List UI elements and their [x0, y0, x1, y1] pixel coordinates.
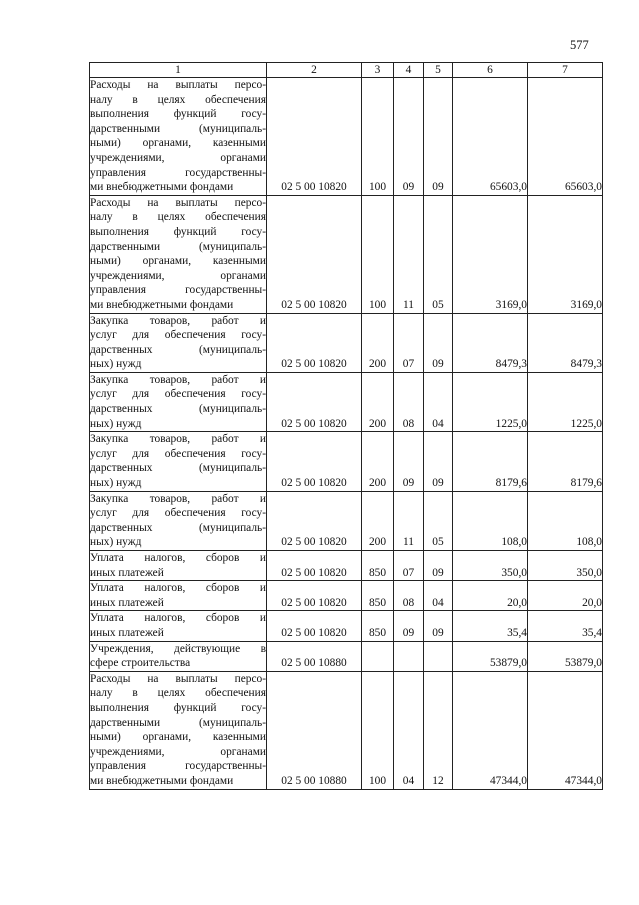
row-sum2-cell: 350,0 [528, 551, 603, 581]
row-sum1-cell: 350,0 [453, 551, 528, 581]
row-name-line: учреждениями, органами [90, 745, 266, 758]
row-rz-cell: 08 [394, 581, 424, 611]
row-code-cell: 02 5 00 10820 [267, 432, 362, 491]
row-code-cell: 02 5 00 10820 [267, 551, 362, 581]
row-rz-cell: 11 [394, 491, 424, 550]
row-rz-cell: 09 [394, 78, 424, 196]
budget-table [89, 62, 603, 790]
page-number: 577 [570, 38, 589, 52]
row-name-line: услуг для обеспечения госу- [90, 507, 266, 520]
row-name-line: ными) органами, казенными [90, 731, 266, 744]
table-row [90, 78, 603, 196]
row-code-cell: 02 5 00 10820 [267, 611, 362, 641]
row-pr-cell: 09 [424, 611, 453, 641]
row-vr-cell: 200 [362, 491, 394, 550]
row-name-line: выполнения функций госу- [90, 701, 266, 714]
row-pr-cell [424, 641, 453, 671]
row-name-line: Закупка товаров, работ и [90, 314, 266, 327]
row-pr-cell: 12 [424, 671, 453, 789]
row-name-cell [90, 671, 267, 789]
row-rz-cell: 07 [394, 313, 424, 372]
row-name-line: ными) органами, казенными [90, 137, 266, 150]
row-name-line: услуг для обеспечения госу- [90, 447, 266, 460]
row-name-cell [90, 313, 267, 372]
row-name-cell [90, 551, 267, 581]
table-row [90, 671, 603, 789]
row-rz-cell [394, 641, 424, 671]
row-code-cell: 02 5 00 10880 [267, 671, 362, 789]
row-vr-cell: 200 [362, 372, 394, 431]
row-rz-cell: 09 [394, 611, 424, 641]
row-name-line: ми внебюджетными фондами [90, 181, 234, 194]
row-sum2-cell: 47344,0 [528, 671, 603, 789]
row-name-line: налу в целях обеспечения [90, 211, 266, 224]
table-row [90, 641, 603, 671]
row-name-line: учреждениями, органами [90, 269, 266, 282]
row-sum1-cell: 108,0 [453, 491, 528, 550]
row-name-line: Уплата налогов, сборов и [90, 582, 266, 595]
row-name-line: Расходы на выплаты персо- [90, 196, 266, 209]
table-row [90, 313, 603, 372]
row-vr-cell: 200 [362, 432, 394, 491]
row-pr-cell: 04 [424, 581, 453, 611]
row-name-line: Закупка товаров, работ и [90, 433, 266, 446]
row-sum2-cell: 20,0 [528, 581, 603, 611]
row-name-cell [90, 581, 267, 611]
header-col-name: 1 [90, 63, 267, 78]
row-code-cell: 02 5 00 10820 [267, 313, 362, 372]
row-sum1-cell: 53879,0 [453, 641, 528, 671]
row-sum1-cell: 35,4 [453, 611, 528, 641]
table-row [90, 611, 603, 641]
row-pr-cell: 05 [424, 195, 453, 313]
row-sum1-cell: 8479,3 [453, 313, 528, 372]
row-sum1-cell: 3169,0 [453, 195, 528, 313]
header-col-code: 2 [267, 63, 362, 78]
row-name-line: управления государственны- [90, 284, 266, 297]
row-sum1-cell: 65603,0 [453, 78, 528, 196]
row-pr-cell: 04 [424, 372, 453, 431]
header-col-sum2: 7 [528, 63, 603, 78]
row-name-line: Учреждения, действующие в [90, 642, 266, 655]
row-sum2-cell: 3169,0 [528, 195, 603, 313]
row-name-line: ми внебюджетными фондами [90, 298, 234, 311]
row-code-cell: 02 5 00 10820 [267, 195, 362, 313]
row-name-line: ными) органами, казенными [90, 255, 266, 268]
row-rz-cell: 07 [394, 551, 424, 581]
row-name-line: иных платежей [90, 566, 164, 579]
row-name-line: иных платежей [90, 596, 164, 609]
row-code-cell: 02 5 00 10820 [267, 491, 362, 550]
row-sum2-cell: 53879,0 [528, 641, 603, 671]
row-code-cell: 02 5 00 10820 [267, 78, 362, 196]
row-name-line: Уплата налогов, сборов и [90, 552, 266, 564]
row-name-line: дарственных (муниципаль- [90, 403, 266, 416]
row-name-line: иных платежей [90, 626, 164, 639]
header-col-pr: 5 [424, 63, 453, 78]
row-pr-cell: 09 [424, 78, 453, 196]
row-vr-cell: 850 [362, 581, 394, 611]
row-name-line: сфере строительства [90, 657, 191, 670]
row-sum2-cell: 1225,0 [528, 372, 603, 431]
table-row [90, 432, 603, 491]
row-code-cell: 02 5 00 10880 [267, 641, 362, 671]
row-name-line: Уплата налогов, сборов и [90, 612, 266, 625]
row-name-cell [90, 78, 267, 196]
row-name-cell [90, 432, 267, 491]
row-rz-cell: 04 [394, 671, 424, 789]
row-rz-cell: 11 [394, 195, 424, 313]
row-vr-cell: 850 [362, 551, 394, 581]
row-pr-cell: 09 [424, 313, 453, 372]
row-vr-cell: 100 [362, 195, 394, 313]
row-vr-cell: 100 [362, 671, 394, 789]
header-row [90, 63, 603, 78]
header-col-rz: 4 [394, 63, 424, 78]
row-name-line: управления государственны- [90, 760, 266, 773]
row-code-cell: 02 5 00 10820 [267, 581, 362, 611]
table-row [90, 551, 603, 581]
row-name-line: дарственными (муниципаль- [90, 240, 266, 253]
row-sum2-cell: 8179,6 [528, 432, 603, 491]
row-name-line: дарственных (муниципаль- [90, 521, 266, 534]
header-col-vr: 3 [362, 63, 394, 78]
table-row [90, 581, 603, 611]
row-name-line: дарственными (муниципаль- [90, 122, 266, 135]
row-name-line: дарственными (муниципаль- [90, 716, 266, 729]
row-vr-cell: 850 [362, 611, 394, 641]
row-name-cell [90, 491, 267, 550]
row-sum1-cell: 47344,0 [453, 671, 528, 789]
row-sum2-cell: 108,0 [528, 491, 603, 550]
row-vr-cell [362, 641, 394, 671]
row-name-line: учреждениями, органами [90, 151, 266, 164]
table-row [90, 491, 603, 550]
row-code-cell: 02 5 00 10820 [267, 372, 362, 431]
row-vr-cell: 100 [362, 78, 394, 196]
row-name-line: услуг для обеспечения госу- [90, 329, 266, 342]
row-name-cell [90, 195, 267, 313]
row-name-line: выполнения функций госу- [90, 108, 266, 121]
row-sum1-cell: 8179,6 [453, 432, 528, 491]
row-name-line: ных) нужд [90, 536, 142, 549]
row-sum2-cell: 8479,3 [528, 313, 603, 372]
row-name-line: дарственных (муниципаль- [90, 343, 266, 356]
row-name-line: Закупка товаров, работ и [90, 373, 266, 386]
row-name-line: дарственных (муниципаль- [90, 462, 266, 475]
row-name-line: Расходы на выплаты персо- [90, 672, 266, 685]
row-pr-cell: 05 [424, 491, 453, 550]
row-name-cell [90, 372, 267, 431]
row-sum2-cell: 65603,0 [528, 78, 603, 196]
row-rz-cell: 09 [394, 432, 424, 491]
row-name-line: ных) нужд [90, 477, 142, 490]
row-name-line: ных) нужд [90, 358, 142, 371]
row-name-line: налу в целях обеспечения [90, 687, 266, 700]
table-row [90, 195, 603, 313]
row-name-line: Расходы на выплаты персо- [90, 79, 266, 91]
row-rz-cell: 08 [394, 372, 424, 431]
row-name-line: налу в целях обеспечения [90, 93, 266, 106]
row-name-line: управления государственны- [90, 166, 266, 179]
row-sum1-cell: 1225,0 [453, 372, 528, 431]
row-pr-cell: 09 [424, 432, 453, 491]
header-col-sum1: 6 [453, 63, 528, 78]
table-row [90, 372, 603, 431]
row-name-line: ных) нужд [90, 417, 142, 430]
row-name-line: выполнения функций госу- [90, 225, 266, 238]
row-sum2-cell: 35,4 [528, 611, 603, 641]
row-sum1-cell: 20,0 [453, 581, 528, 611]
row-name-line: ми внебюджетными фондами [90, 774, 234, 787]
row-name-line: Закупка товаров, работ и [90, 492, 266, 505]
row-vr-cell: 200 [362, 313, 394, 372]
row-pr-cell: 09 [424, 551, 453, 581]
row-name-line: услуг для обеспечения госу- [90, 388, 266, 401]
row-name-cell [90, 611, 267, 641]
row-name-cell [90, 641, 267, 671]
